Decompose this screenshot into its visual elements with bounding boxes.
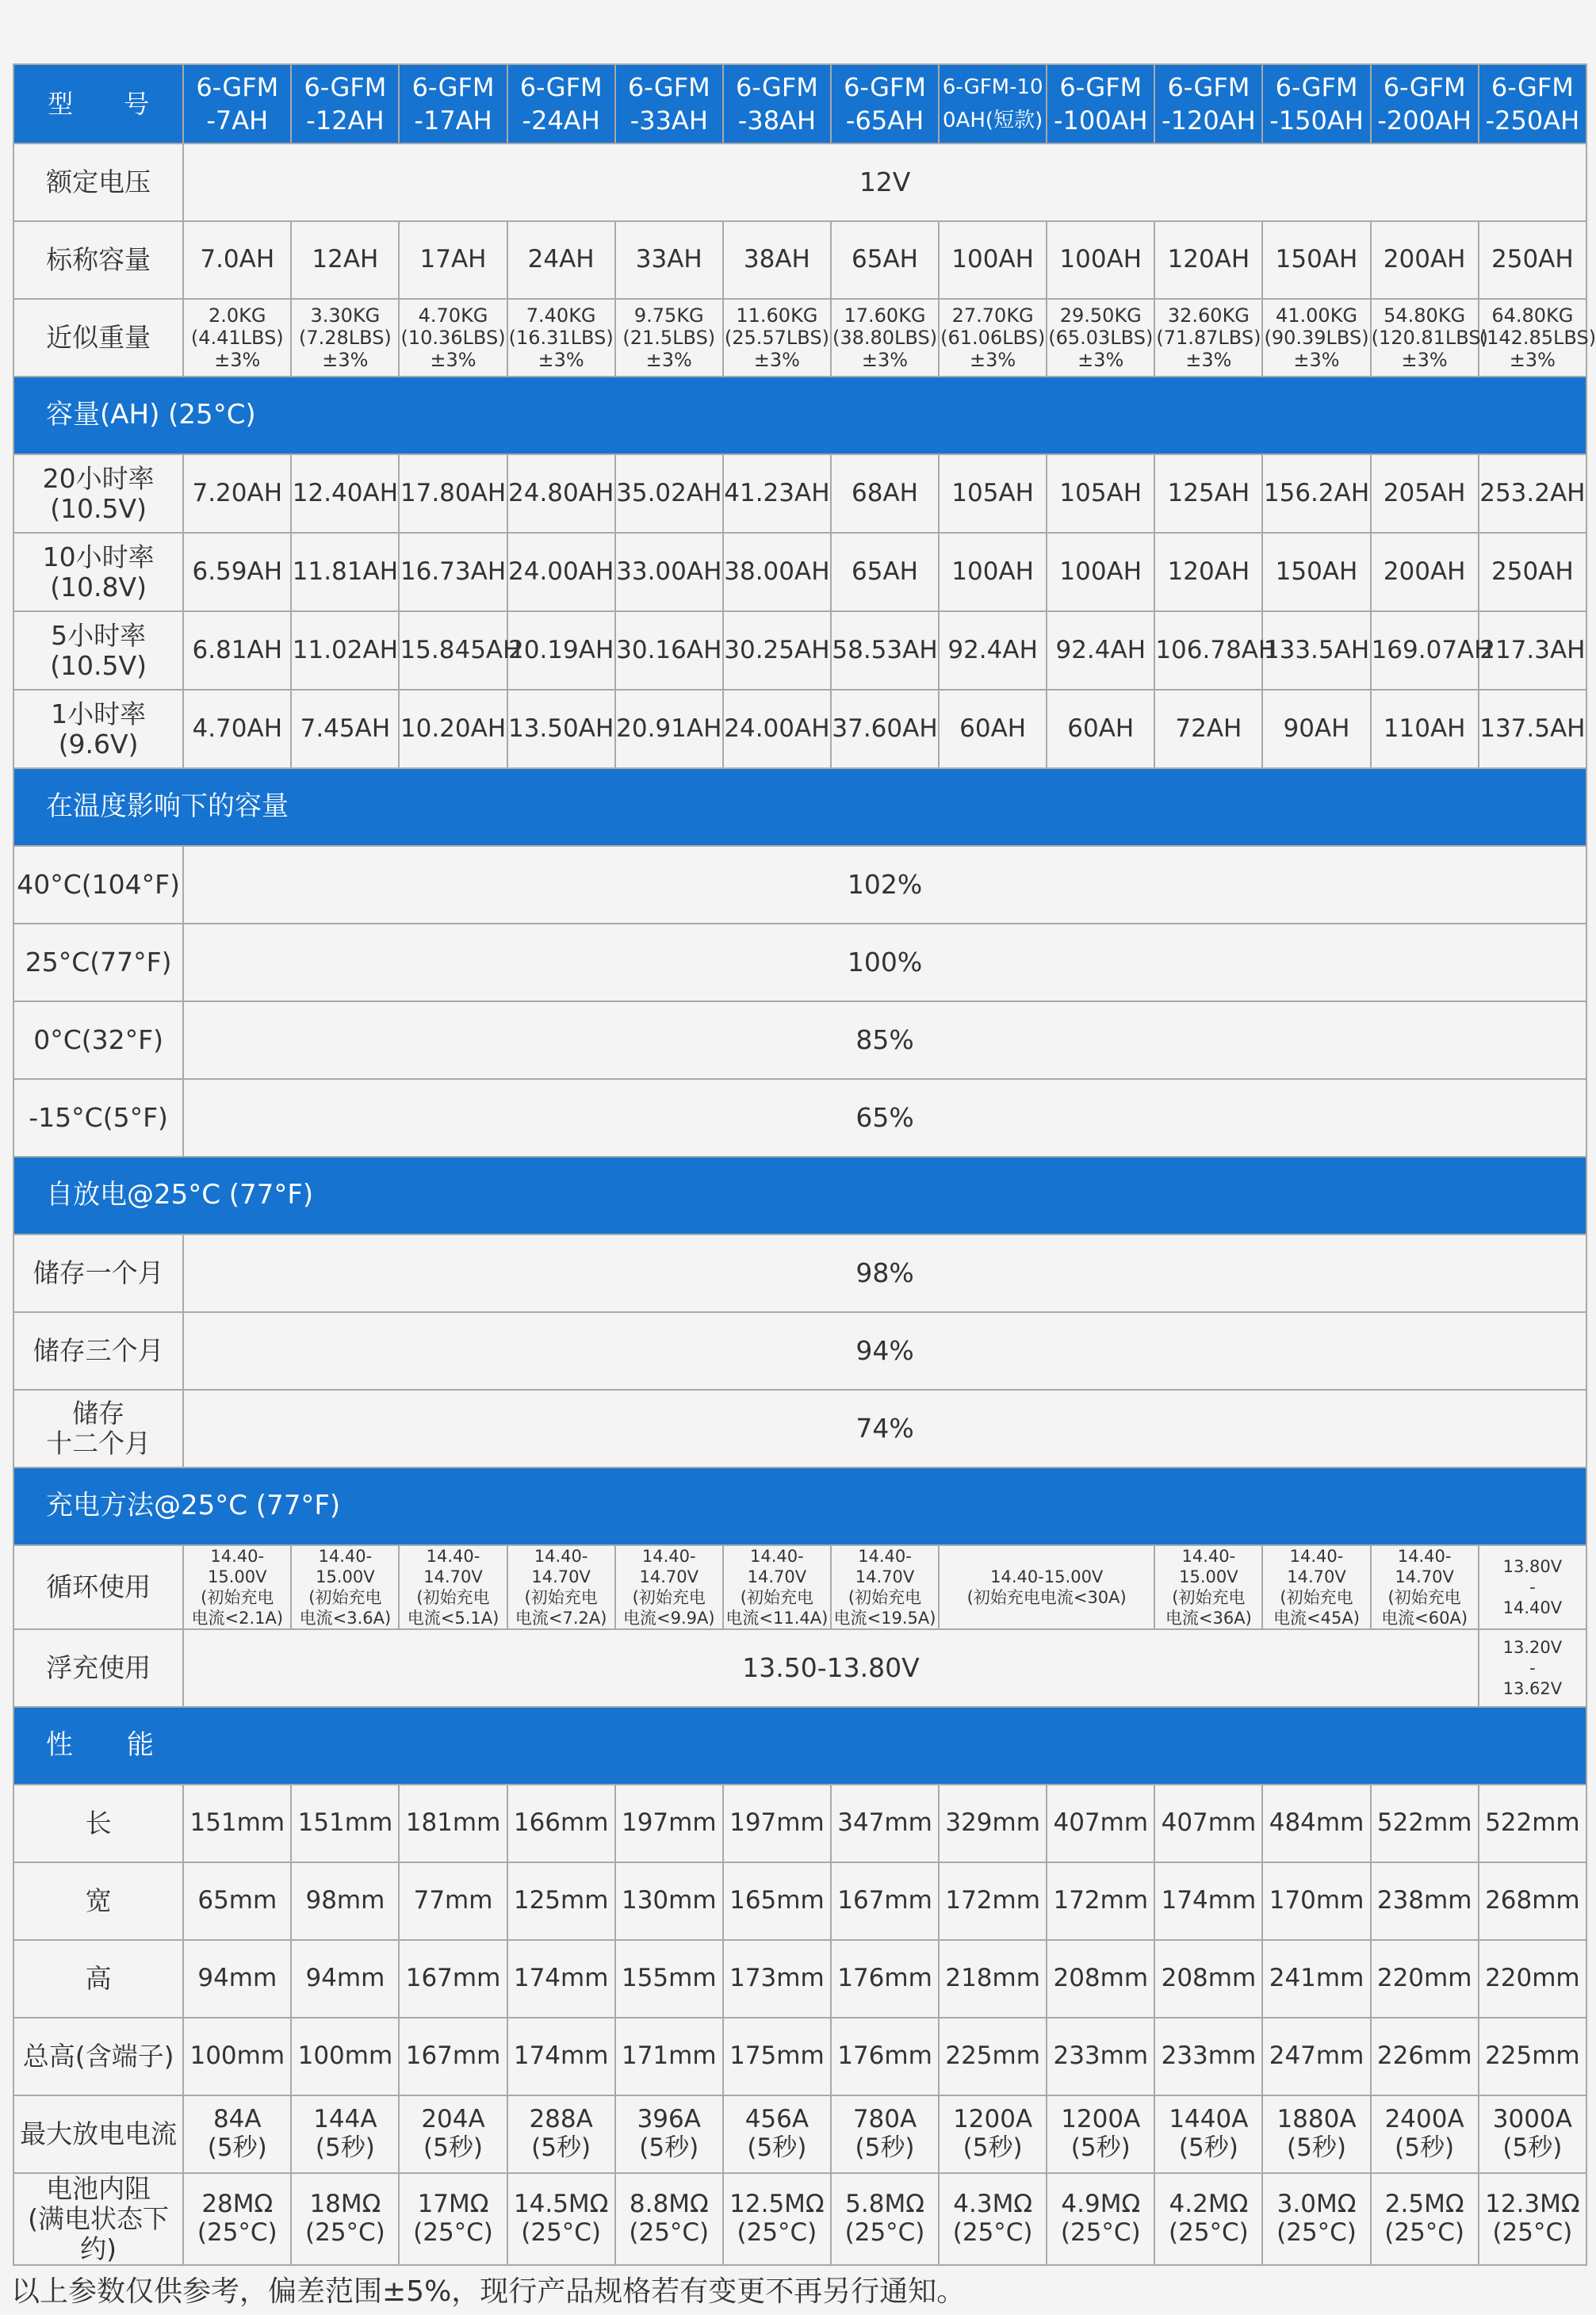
capacity-cell: 133.5AH	[1262, 611, 1370, 690]
float-charge-last: 13.20V - 13.62V	[1479, 1629, 1586, 1707]
model-header-cell: 6-GFM -38AH	[723, 64, 831, 143]
performance-cell: 94mm	[291, 1940, 399, 2018]
cycle-charge-cell: 14.40-14.70V (初始充电 电流<45A)	[1262, 1545, 1370, 1629]
weight-cell: 2.0KG (4.41LBS) ±3%	[183, 299, 291, 377]
row-label: 最大放电电流	[13, 2095, 183, 2173]
row-label: 长	[13, 1785, 183, 1862]
performance-cell: 238mm	[1371, 1862, 1479, 1940]
capacity-cell: 58.53AH	[831, 611, 939, 690]
capacity-cell: 30.16AH	[615, 611, 723, 690]
battery-spec-table	[13, 63, 1596, 2266]
nominal-capacity-cell: 120AH	[1154, 221, 1262, 299]
performance-cell: 1200A (5秒)	[1047, 2095, 1154, 2173]
self-discharge-value: 98%	[183, 1234, 1586, 1312]
nominal-capacity-cell: 38AH	[723, 221, 831, 299]
model-header-cell: 6-GFM -150AH	[1262, 64, 1370, 143]
section-title: 充电方法@25°C (77°F)	[13, 1467, 1586, 1545]
row-label: 25°C(77°F)	[13, 924, 183, 1001]
performance-cell: 17MΩ (25°C)	[399, 2173, 507, 2265]
weight-cell: 3.30KG (7.28LBS) ±3%	[291, 299, 399, 377]
capacity-cell: 60AH	[1047, 690, 1154, 768]
performance-cell: 18MΩ (25°C)	[291, 2173, 399, 2265]
rated-voltage-row	[13, 143, 1586, 221]
section-title: 自放电@25°C (77°F)	[13, 1157, 1586, 1234]
header-row	[13, 64, 1586, 143]
cycle-charge-cell: 14.40-14.70V (初始充电 电流<11.4A)	[723, 1545, 831, 1629]
capacity-cell: 7.45AH	[291, 690, 399, 768]
capacity-cell: 92.4AH	[1047, 611, 1154, 690]
capacity-cell: 205AH	[1371, 454, 1479, 533]
performance-row	[13, 1785, 1586, 1862]
performance-cell: 4.9MΩ (25°C)	[1047, 2173, 1154, 2265]
model-header-cell: 6-GFM -200AH	[1371, 64, 1479, 143]
performance-cell: 155mm	[615, 1940, 723, 2018]
performance-cell: 396A (5秒)	[615, 2095, 723, 2173]
temperature-row	[13, 846, 1586, 924]
weight-cell: 4.70KG (10.36LBS) ±3%	[399, 299, 507, 377]
performance-cell: 170mm	[1262, 1862, 1370, 1940]
nominal-capacity-cell: 24AH	[507, 221, 615, 299]
performance-row	[13, 2173, 1586, 2265]
nominal-capacity-cell: 100AH	[939, 221, 1047, 299]
capacity-cell: 100AH	[1047, 533, 1154, 611]
performance-cell: 780A (5秒)	[831, 2095, 939, 2173]
performance-cell: 100mm	[183, 2018, 291, 2095]
performance-cell: 166mm	[507, 1785, 615, 1862]
cycle-charge-cell: 14.40-14.70V (初始充电 电流<9.9A)	[615, 1545, 723, 1629]
capacity-cell: 100AH	[939, 533, 1047, 611]
section-title: 性 能	[13, 1707, 1586, 1785]
performance-cell: 12.5MΩ (25°C)	[723, 2173, 831, 2265]
footer-note: 以上参数仅供参考，偏差范围±5%，现行产品规格若有变更不再另行通知。	[11, 2275, 966, 2308]
row-label: 储存 十二个月	[13, 1390, 183, 1467]
performance-cell: 174mm	[507, 1940, 615, 2018]
capacity-cell: 24.80AH	[507, 454, 615, 533]
performance-cell: 144A (5秒)	[291, 2095, 399, 2173]
performance-cell: 247mm	[1262, 2018, 1370, 2095]
performance-cell: 8.8MΩ (25°C)	[615, 2173, 723, 2265]
capacity-cell: 137.5AH	[1479, 690, 1586, 768]
performance-row	[13, 2095, 1586, 2173]
performance-cell: 288A (5秒)	[507, 2095, 615, 2173]
performance-cell: 174mm	[1154, 1862, 1262, 1940]
capacity-row	[13, 690, 1586, 768]
performance-cell: 407mm	[1154, 1785, 1262, 1862]
capacity-cell: 41.23AH	[723, 454, 831, 533]
capacity-row	[13, 454, 1586, 533]
model-header-cell: 6-GFM -33AH	[615, 64, 723, 143]
performance-cell: 5.8MΩ (25°C)	[831, 2173, 939, 2265]
performance-cell: 225mm	[939, 2018, 1047, 2095]
row-label: 20小时率 (10.5V)	[13, 454, 183, 533]
cycle-use-row	[13, 1545, 1586, 1629]
performance-cell: 151mm	[291, 1785, 399, 1862]
capacity-cell: 15.845AH	[399, 611, 507, 690]
row-label: 总高(含端子)	[13, 2018, 183, 2095]
performance-cell: 28MΩ (25°C)	[183, 2173, 291, 2265]
temperature-value: 102%	[183, 846, 1586, 924]
capacity-cell: 200AH	[1371, 533, 1479, 611]
section-self-discharge	[13, 1157, 1586, 1234]
cycle-charge-cell: 14.40-14.70V (初始充电 电流<7.2A)	[507, 1545, 615, 1629]
self-discharge-row	[13, 1390, 1586, 1467]
temperature-value: 85%	[183, 1001, 1586, 1079]
nominal-capacity-row	[13, 221, 1586, 299]
performance-cell: 522mm	[1371, 1785, 1479, 1862]
performance-cell: 2400A (5秒)	[1371, 2095, 1479, 2173]
capacity-cell: 105AH	[1047, 454, 1154, 533]
performance-cell: 176mm	[831, 1940, 939, 2018]
capacity-cell: 217.3AH	[1479, 611, 1586, 690]
performance-cell: 77mm	[399, 1862, 507, 1940]
model-header-label: 型 号	[13, 64, 183, 143]
capacity-cell: 6.59AH	[183, 533, 291, 611]
cycle-charge-cell: 14.40-14.70V (初始充电 电流<5.1A)	[399, 1545, 507, 1629]
capacity-cell: 20.91AH	[615, 690, 723, 768]
performance-cell: 174mm	[507, 2018, 615, 2095]
row-label: 宽	[13, 1862, 183, 1940]
weight-cell: 7.40KG (16.31LBS) ±3%	[507, 299, 615, 377]
performance-cell: 220mm	[1371, 1940, 1479, 2018]
row-label: 近似重量	[13, 299, 183, 377]
performance-cell: 522mm	[1479, 1785, 1586, 1862]
performance-cell: 2.5MΩ (25°C)	[1371, 2173, 1479, 2265]
performance-cell: 208mm	[1154, 1940, 1262, 2018]
model-header-cell: 6-GFM -65AH	[831, 64, 939, 143]
capacity-cell: 13.50AH	[507, 690, 615, 768]
capacity-cell: 90AH	[1262, 690, 1370, 768]
model-header-cell: 6-GFM -12AH	[291, 64, 399, 143]
performance-cell: 1440A (5秒)	[1154, 2095, 1262, 2173]
capacity-cell: 169.07AH	[1371, 611, 1479, 690]
row-label: 10小时率 (10.8V)	[13, 533, 183, 611]
nominal-capacity-cell: 65AH	[831, 221, 939, 299]
capacity-cell: 68AH	[831, 454, 939, 533]
model-header-cell: 6-GFM -100AH	[1047, 64, 1154, 143]
capacity-cell: 4.70AH	[183, 690, 291, 768]
capacity-cell: 17.80AH	[399, 454, 507, 533]
model-header-cell: 6-GFM -24AH	[507, 64, 615, 143]
capacity-cell: 38.00AH	[723, 533, 831, 611]
row-label: 5小时率 (10.5V)	[13, 611, 183, 690]
performance-cell: 218mm	[939, 1940, 1047, 2018]
capacity-cell: 6.81AH	[183, 611, 291, 690]
performance-cell: 220mm	[1479, 1940, 1586, 2018]
self-discharge-value: 94%	[183, 1312, 1586, 1390]
capacity-row	[13, 611, 1586, 690]
performance-cell: 268mm	[1479, 1862, 1586, 1940]
performance-cell: 347mm	[831, 1785, 939, 1862]
section-title: 容量(AH) (25°C)	[13, 377, 1586, 454]
row-label: 高	[13, 1940, 183, 2018]
cycle-charge-cell: 13.80V - 14.40V	[1479, 1545, 1586, 1629]
performance-cell: 84A (5秒)	[183, 2095, 291, 2173]
row-label: 1小时率 (9.6V)	[13, 690, 183, 768]
capacity-cell: 110AH	[1371, 690, 1479, 768]
performance-cell: 171mm	[615, 2018, 723, 2095]
model-header-cell: 6-GFM -250AH	[1479, 64, 1586, 143]
model-header-cell: 6-GFM-10 0AH(短款)	[939, 64, 1047, 143]
capacity-cell: 35.02AH	[615, 454, 723, 533]
temperature-row	[13, 1001, 1586, 1079]
performance-cell: 484mm	[1262, 1785, 1370, 1862]
performance-cell: 204A (5秒)	[399, 2095, 507, 2173]
performance-cell: 172mm	[1047, 1862, 1154, 1940]
nominal-capacity-cell: 150AH	[1262, 221, 1370, 299]
performance-cell: 94mm	[183, 1940, 291, 2018]
row-label: 储存一个月	[13, 1234, 183, 1312]
self-discharge-row	[13, 1234, 1586, 1312]
performance-cell: 241mm	[1262, 1940, 1370, 2018]
cycle-charge-cell: 14.40-14.70V (初始充电 电流<60A)	[1371, 1545, 1479, 1629]
weight-cell: 64.80KG (142.85LBS) ±3%	[1479, 299, 1586, 377]
self-discharge-row	[13, 1312, 1586, 1390]
capacity-cell: 16.73AH	[399, 533, 507, 611]
capacity-cell: 30.25AH	[723, 611, 831, 690]
weight-cell: 41.00KG (90.39LBS) ±3%	[1262, 299, 1370, 377]
cycle-charge-cell: 14.40-15.00V (初始充电 电流<3.6A)	[291, 1545, 399, 1629]
performance-cell: 4.3MΩ (25°C)	[939, 2173, 1047, 2265]
performance-cell: 1200A (5秒)	[939, 2095, 1047, 2173]
capacity-cell: 24.00AH	[507, 533, 615, 611]
cycle-charge-cell: 14.40-15.00V (初始充电 电流<36A)	[1154, 1545, 1262, 1629]
performance-cell: 167mm	[399, 1940, 507, 2018]
temperature-value: 100%	[183, 924, 1586, 1001]
performance-cell: 151mm	[183, 1785, 291, 1862]
performance-cell: 208mm	[1047, 1940, 1154, 2018]
capacity-cell: 20.19AH	[507, 611, 615, 690]
performance-cell: 100mm	[291, 2018, 399, 2095]
self-discharge-value: 74%	[183, 1390, 1586, 1467]
row-label: 循环使用	[13, 1545, 183, 1629]
performance-cell: 167mm	[831, 1862, 939, 1940]
performance-cell: 176mm	[831, 2018, 939, 2095]
row-label: 标称容量	[13, 221, 183, 299]
capacity-cell: 7.20AH	[183, 454, 291, 533]
performance-cell: 456A (5秒)	[723, 2095, 831, 2173]
row-label: 电池内阻 (满电状态下约)	[13, 2173, 183, 2265]
row-label: -15°C(5°F)	[13, 1079, 183, 1157]
nominal-capacity-cell: 33AH	[615, 221, 723, 299]
performance-cell: 181mm	[399, 1785, 507, 1862]
performance-cell: 165mm	[723, 1862, 831, 1940]
cycle-charge-cell: 14.40-15.00V (初始充电 电流<2.1A)	[183, 1545, 291, 1629]
capacity-cell: 33.00AH	[615, 533, 723, 611]
weight-cell: 11.60KG (25.57LBS) ±3%	[723, 299, 831, 377]
nominal-capacity-cell: 7.0AH	[183, 221, 291, 299]
weight-cell: 54.80KG (120.81LBS) ±3%	[1371, 299, 1479, 377]
row-label: 40°C(104°F)	[13, 846, 183, 924]
model-header-cell: 6-GFM -7AH	[183, 64, 291, 143]
section-title: 在温度影响下的容量	[13, 768, 1586, 846]
section-capacity	[13, 377, 1586, 454]
capacity-cell: 65AH	[831, 533, 939, 611]
nominal-capacity-cell: 12AH	[291, 221, 399, 299]
weight-cell: 32.60KG (71.87LBS) ±3%	[1154, 299, 1262, 377]
performance-cell: 3.0MΩ (25°C)	[1262, 2173, 1370, 2265]
performance-cell: 3000A (5秒)	[1479, 2095, 1586, 2173]
capacity-cell: 253.2AH	[1479, 454, 1586, 533]
performance-cell: 167mm	[399, 2018, 507, 2095]
performance-cell: 1880A (5秒)	[1262, 2095, 1370, 2173]
capacity-cell: 24.00AH	[723, 690, 831, 768]
weight-cell: 29.50KG (65.03LBS) ±3%	[1047, 299, 1154, 377]
temperature-row	[13, 924, 1586, 1001]
capacity-cell: 106.78AH	[1154, 611, 1262, 690]
weight-cell: 17.60KG (38.80LBS) ±3%	[831, 299, 939, 377]
nominal-capacity-cell: 200AH	[1371, 221, 1479, 299]
performance-cell: 173mm	[723, 1940, 831, 2018]
capacity-cell: 105AH	[939, 454, 1047, 533]
rated-voltage-value: 12V	[183, 143, 1586, 221]
performance-cell: 4.2MΩ (25°C)	[1154, 2173, 1262, 2265]
section-charging	[13, 1467, 1586, 1545]
row-label: 0°C(32°F)	[13, 1001, 183, 1079]
model-header-cell: 6-GFM -17AH	[399, 64, 507, 143]
performance-cell: 233mm	[1154, 2018, 1262, 2095]
temperature-row	[13, 1079, 1586, 1157]
performance-cell: 226mm	[1371, 2018, 1479, 2095]
performance-cell: 172mm	[939, 1862, 1047, 1940]
performance-cell: 130mm	[615, 1862, 723, 1940]
weight-row	[13, 299, 1586, 377]
performance-cell: 65mm	[183, 1862, 291, 1940]
capacity-cell: 125AH	[1154, 454, 1262, 533]
row-label: 浮充使用	[13, 1629, 183, 1707]
capacity-cell: 12.40AH	[291, 454, 399, 533]
float-charge-value: 13.50-13.80V	[183, 1629, 1479, 1707]
section-performance	[13, 1707, 1586, 1785]
performance-cell: 98mm	[291, 1862, 399, 1940]
nominal-capacity-cell: 250AH	[1479, 221, 1586, 299]
performance-cell: 329mm	[939, 1785, 1047, 1862]
performance-cell: 125mm	[507, 1862, 615, 1940]
capacity-cell: 72AH	[1154, 690, 1262, 768]
performance-row	[13, 1940, 1586, 2018]
capacity-cell: 120AH	[1154, 533, 1262, 611]
capacity-cell: 11.02AH	[291, 611, 399, 690]
cycle-charge-cell: 14.40-15.00V (初始充电电流<30A)	[939, 1545, 1154, 1629]
section-temperature	[13, 768, 1586, 846]
performance-cell: 225mm	[1479, 2018, 1586, 2095]
cycle-charge-cell: 14.40-14.70V (初始充电 电流<19.5A)	[831, 1545, 939, 1629]
weight-cell: 9.75KG (21.5LBS) ±3%	[615, 299, 723, 377]
performance-cell: 12.3MΩ (25°C)	[1479, 2173, 1586, 2265]
capacity-cell: 150AH	[1262, 533, 1370, 611]
nominal-capacity-cell: 100AH	[1047, 221, 1154, 299]
capacity-cell: 10.20AH	[399, 690, 507, 768]
float-use-row	[13, 1629, 1586, 1707]
row-label: 储存三个月	[13, 1312, 183, 1390]
performance-cell: 197mm	[723, 1785, 831, 1862]
performance-row	[13, 1862, 1586, 1940]
performance-cell: 14.5MΩ (25°C)	[507, 2173, 615, 2265]
capacity-cell: 92.4AH	[939, 611, 1047, 690]
temperature-value: 65%	[183, 1079, 1586, 1157]
performance-cell: 175mm	[723, 2018, 831, 2095]
performance-cell: 197mm	[615, 1785, 723, 1862]
performance-cell: 407mm	[1047, 1785, 1154, 1862]
nominal-capacity-cell: 17AH	[399, 221, 507, 299]
capacity-cell: 250AH	[1479, 533, 1586, 611]
capacity-cell: 60AH	[939, 690, 1047, 768]
capacity-row	[13, 533, 1586, 611]
capacity-cell: 11.81AH	[291, 533, 399, 611]
capacity-cell: 156.2AH	[1262, 454, 1370, 533]
performance-cell: 233mm	[1047, 2018, 1154, 2095]
weight-cell: 27.70KG (61.06LBS) ±3%	[939, 299, 1047, 377]
row-label: 额定电压	[13, 143, 183, 221]
performance-row	[13, 2018, 1586, 2095]
capacity-cell: 37.60AH	[831, 690, 939, 768]
model-header-cell: 6-GFM -120AH	[1154, 64, 1262, 143]
